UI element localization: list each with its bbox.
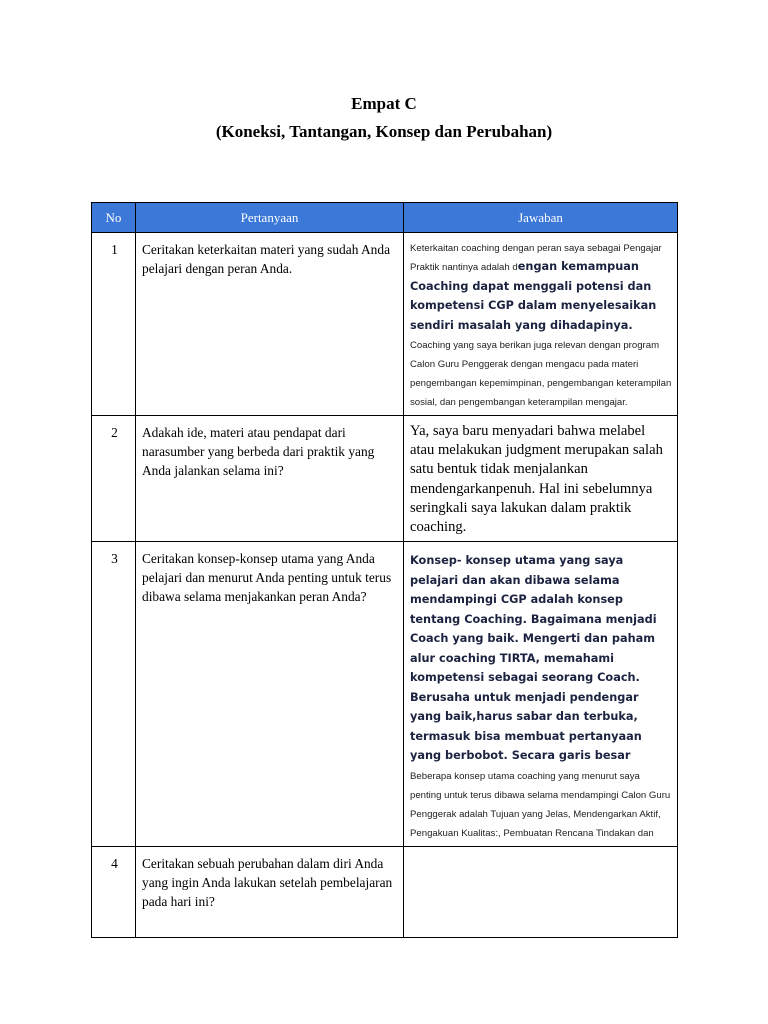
answer-text-bold: Konsep- konsep utama yang saya pelajari dan akan dibawa selama mendampingi CGP adalah konsep tentang Coaching. Bagaimana menjadi Coach yang baik. Mengerti dan paham alur coaching TIRTA, memahami kompetensi sebagai seorang Coach. Berusaha untuk menjadi pendengar yang baik,harus sabar dan terbuka, termasuk bisa membuat pertanyaan yang berbobot. Secara garis besar [410, 554, 657, 763]
row-number: 2 [92, 416, 136, 542]
row-number: 3 [92, 542, 136, 847]
answer-cell [404, 416, 678, 542]
table-row [92, 233, 678, 416]
row-number: 4 [92, 846, 136, 937]
header-jawaban: Jawaban [404, 203, 678, 233]
document-subtitle: (Koneksi, Tantangan, Konsep dan Perubahan) [215, 122, 553, 141]
row-number: 1 [92, 233, 136, 416]
question-cell: Adakah ide, materi atau pendapat dari narasumber yang berbeda dari praktik yang Anda jalankan selama ini? [136, 416, 404, 542]
answer-cell [404, 846, 678, 937]
question-cell: Ceritakan sebuah perubahan dalam diri Anda yang ingin Anda lakukan setelah pembelajaran pada hari ini? [136, 846, 404, 937]
table-row [92, 846, 678, 937]
answer-text: Ya, saya baru menyadari bahwa melabel atau melakukan judgment merupakan salah satu bentuk tidak menjalankan mendengarkanpenuh. Hal ini sebelumnya seringkali saya lakukan dalam praktik coaching. [410, 423, 663, 536]
answer-cell [404, 542, 678, 847]
document-title: Empat C [351, 94, 417, 113]
answer-text-bold: engan kemampuan Coaching dapat menggali potensi dan kompetensi CGP dalam menyelesaikan sendiri masalah yang dihadapinya. [410, 260, 657, 332]
header-no: No [92, 203, 136, 233]
answer-text-small: Keterkaitan coaching dengan peran saya sebagai Pengajar Praktik nantinya adalah d [410, 243, 662, 273]
question-cell: Ceritakan keterkaitan materi yang sudah Anda pelajari dengan peran Anda. [136, 233, 404, 416]
question-cell: Ceritakan konsep-konsep utama yang Anda pelajari dan menurut Anda penting untuk terus dibawa selama menjakankan peran Anda? [136, 542, 404, 847]
header-pertanyaan: Pertanyaan [136, 203, 404, 233]
answer-text-small: Beberapa konsep utama coaching yang menurut saya penting untuk terus dibawa selama mendampingi Calon Guru Penggerak adalah Tujuan yang Jelas, Mendengarkan Aktif, Pengakuan Kualitas:, Pembuatan Rencana Tindakan dan [410, 770, 671, 839]
table-header-row [92, 203, 678, 233]
answer-cell [404, 233, 678, 416]
table-row [92, 416, 678, 542]
reflection-table [91, 202, 678, 938]
answer-text-small: Coaching yang saya berikan juga relevan dengan program Calon Guru Penggerak dengan mengacu pada materi pengembangan kepemimpinan, pengembangan keterampilan sosial, dan pengembangan keterampilan mengajar. [410, 340, 672, 408]
table-row [92, 542, 678, 847]
